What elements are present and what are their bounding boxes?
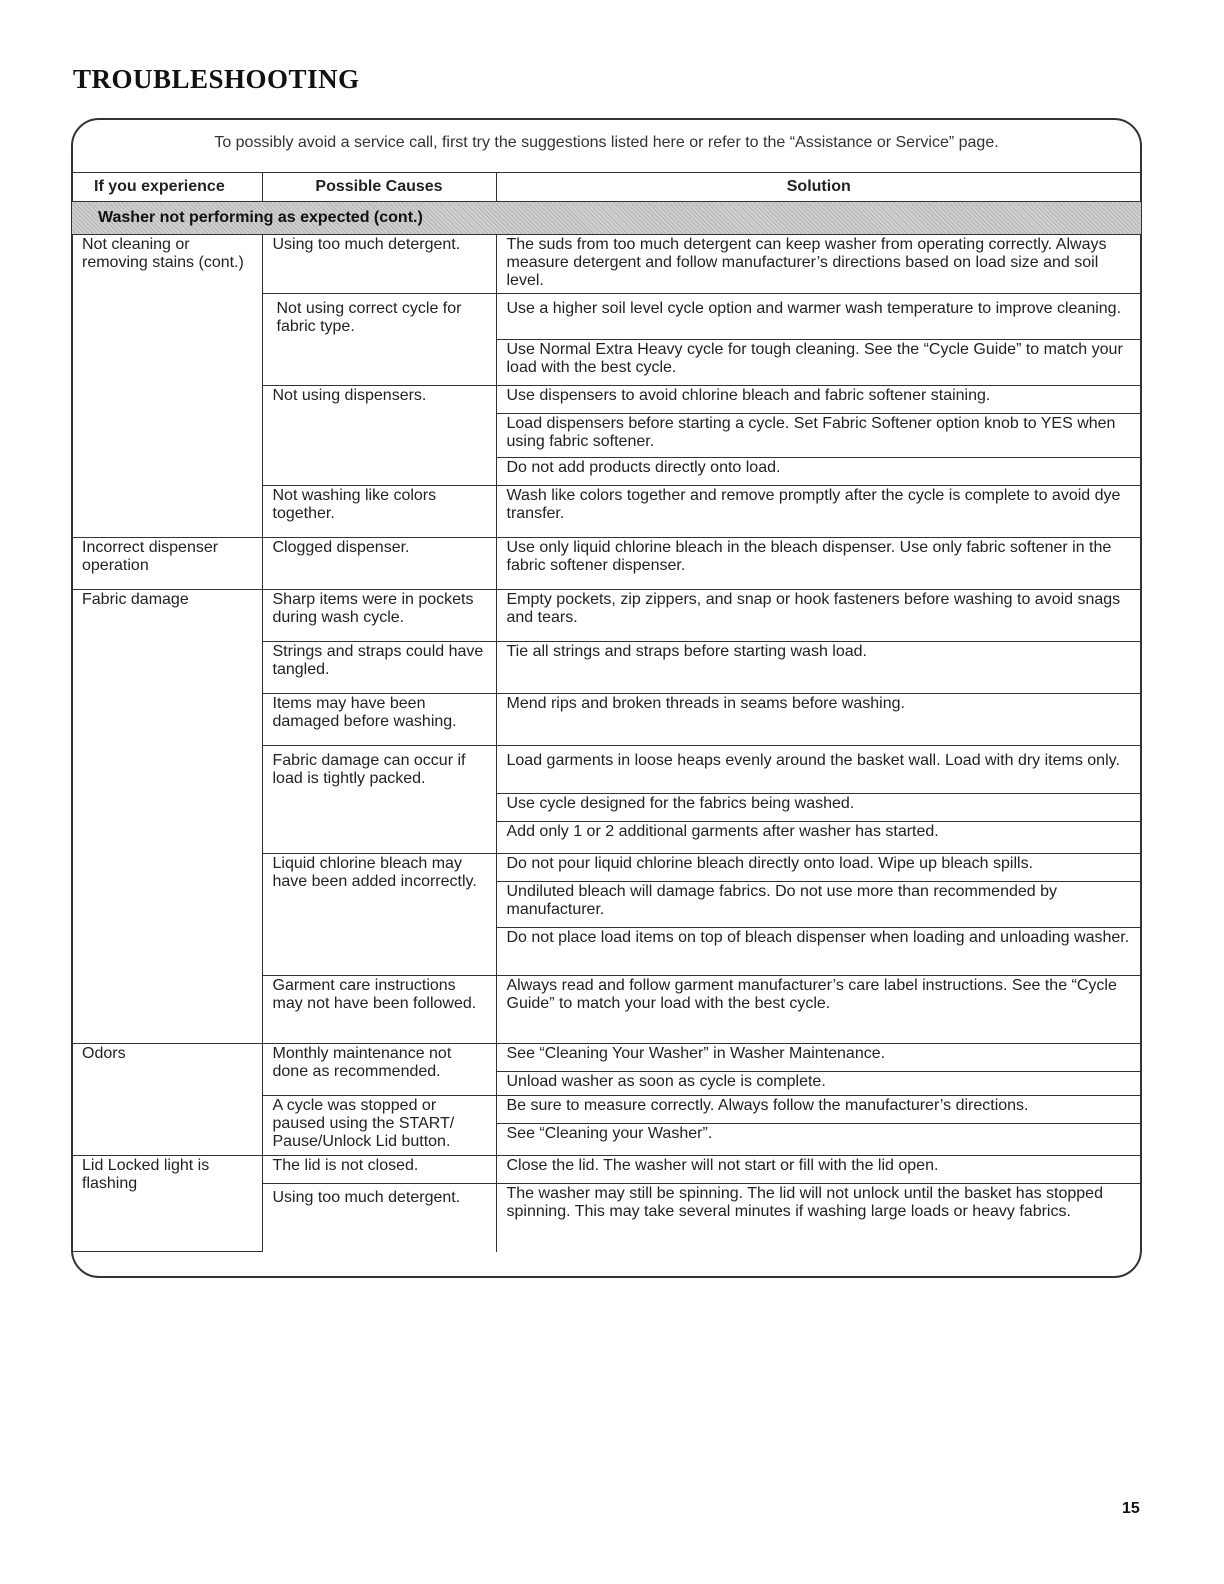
cause-cell: Sharp items were in pockets during wash cycle. (262, 590, 496, 642)
table-row (72, 1044, 1141, 1072)
header-solution: Solution (496, 173, 1141, 202)
solution-cell: Empty pockets, zip zippers, and snap or hook fasteners before washing to avoid snags and tears. (496, 590, 1141, 642)
solution-cell: The washer may still be spinning. The lid will not unlock until the basket has stopped spinning. This may take several minutes if washing large loads or heavy fabrics. (496, 1184, 1141, 1252)
solution-cell: Do not place load items on top of bleach dispenser when loading and unloading washer. (496, 928, 1141, 976)
solution-cell: Use Normal Extra Heavy cycle for tough cleaning. See the “Cycle Guide” to match your load with the best cycle. (496, 340, 1141, 386)
cause-cell: Strings and straps could have tangled. (262, 642, 496, 694)
header-row (72, 173, 1141, 202)
solution-cell: Always read and follow garment manufacturer’s care label instructions. See the “Cycle Guide” to match your load with the best cycle. (496, 976, 1141, 1044)
symptom-cell: Odors (72, 1044, 262, 1156)
table-row (72, 1156, 1141, 1184)
page-title: TROUBLESHOOTING (73, 64, 360, 94)
cause-cell: Garment care instructions may not have been followed. (262, 976, 496, 1044)
header-experience: If you experience (72, 173, 262, 202)
solution-cell: Mend rips and broken threads in seams before washing. (496, 694, 1141, 746)
symptom-cell: Incorrect dispenser operation (72, 538, 262, 590)
solution-cell: Use only liquid chlorine bleach in the bleach dispenser. Use only fabric softener in the fabric softener dispenser. (496, 538, 1141, 590)
cause-cell: Using too much detergent. (262, 235, 496, 294)
cause-cell: The lid is not closed. (262, 1156, 496, 1184)
solution-cell: Do not add products directly onto load. (496, 458, 1141, 486)
solution-cell: Undiluted bleach will damage fabrics. Do not use more than recommended by manufacturer. (496, 882, 1141, 928)
table-row (72, 235, 1141, 294)
section-row (72, 202, 1141, 235)
solution-cell: Use a higher soil level cycle option and warmer wash temperature to improve cleaning. (496, 294, 1141, 340)
section-title: Washer not performing as expected (cont.) (72, 202, 1141, 235)
cause-cell: Clogged dispenser. (262, 538, 496, 590)
cause-cell: Fabric damage can occur if load is tightly packed. (262, 746, 496, 854)
cause-cell: Items may have been damaged before washing. (262, 694, 496, 746)
cause-cell: Not using correct cycle for fabric type. (262, 294, 496, 386)
solution-cell: Add only 1 or 2 additional garments after washer has started. (496, 822, 1141, 854)
solution-cell: See “Cleaning your Washer”. (496, 1124, 1141, 1156)
cause-cell: Not washing like colors together. (262, 486, 496, 538)
solution-cell: Use cycle designed for the fabrics being washed. (496, 794, 1141, 822)
solution-cell: Do not pour liquid chlorine bleach directly onto load. Wipe up bleach spills. (496, 854, 1141, 882)
solution-cell: Be sure to measure correctly. Always follow the manufacturer’s directions. (496, 1096, 1141, 1124)
solution-cell: See “Cleaning Your Washer” in Washer Maintenance. (496, 1044, 1141, 1072)
solution-cell: Tie all strings and straps before starting wash load. (496, 642, 1141, 694)
cause-cell: Liquid chlorine bleach may have been added incorrectly. (262, 854, 496, 976)
table-row (72, 590, 1141, 642)
solution-cell: Load garments in loose heaps evenly around the basket wall. Load with dry items only. (496, 746, 1141, 794)
solution-cell: Unload washer as soon as cycle is complete. (496, 1072, 1141, 1096)
intro-text: To possibly avoid a service call, first try the suggestions listed here or refer to the “Assistance or Service” page. (214, 134, 999, 151)
cause-cell: Not using dispensers. (262, 386, 496, 486)
cause-cell: Monthly maintenance not done as recommended. (262, 1044, 496, 1096)
header-causes: Possible Causes (262, 173, 496, 202)
solution-cell: Close the lid. The washer will not start or fill with the lid open. (496, 1156, 1141, 1184)
symptom-cell: Not cleaning or removing stains (cont.) (72, 235, 262, 538)
page-number: 15 (1122, 1500, 1140, 1517)
table-row (72, 538, 1141, 590)
solution-cell: Use dispensers to avoid chlorine bleach and fabric softener staining. (496, 386, 1141, 414)
troubleshooting-table (72, 172, 1141, 1252)
solution-cell: Wash like colors together and remove promptly after the cycle is complete to avoid dye transfer. (496, 486, 1141, 538)
solution-cell: Load dispensers before starting a cycle. Set Fabric Softener option knob to YES when using fabric softener. (496, 414, 1141, 458)
solution-cell: The suds from too much detergent can keep washer from operating correctly. Always measure detergent and follow manufacturer’s directions based on load size and soil level. (496, 235, 1141, 294)
cause-cell: Using too much detergent. (262, 1184, 496, 1252)
symptom-cell: Lid Locked light is flashing (72, 1156, 262, 1252)
symptom-cell: Fabric damage (72, 590, 262, 1044)
cause-cell: A cycle was stopped or paused using the START/ Pause/Unlock Lid button. (262, 1096, 496, 1156)
